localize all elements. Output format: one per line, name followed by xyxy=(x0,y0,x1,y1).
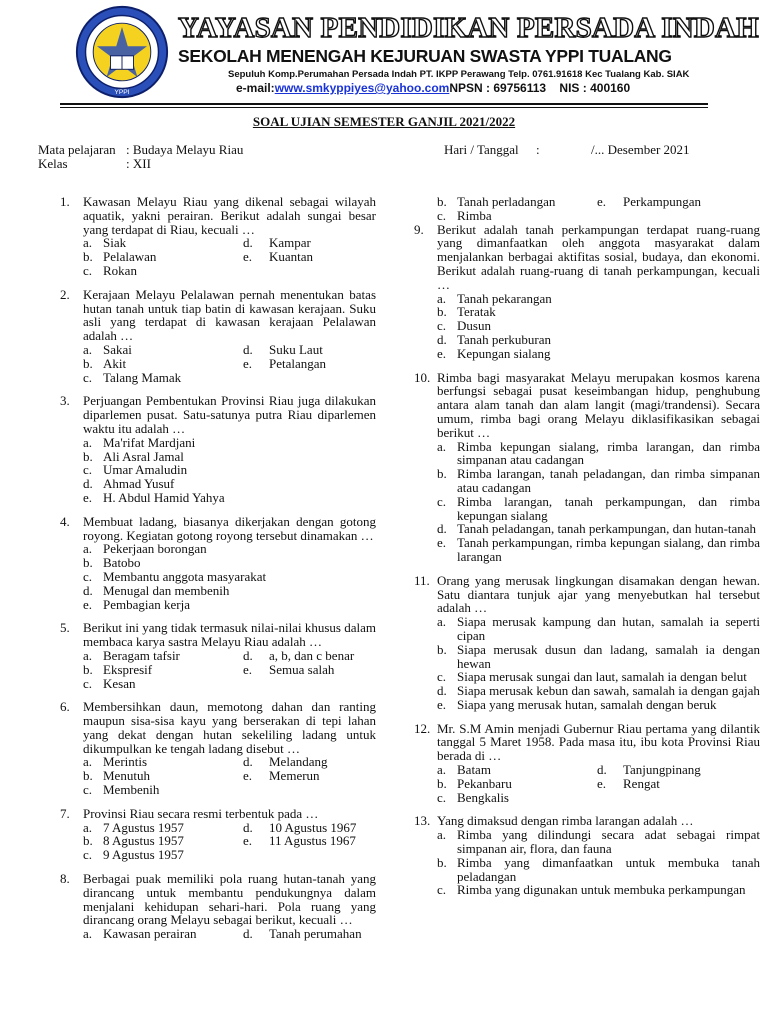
nis: NIS : 400160 xyxy=(559,81,631,95)
question-10 xyxy=(414,371,760,564)
option-letter: c. xyxy=(437,493,447,509)
option-text: Suku Laut xyxy=(269,341,323,357)
option-text: Pekanbaru xyxy=(457,775,512,791)
option-letter: a. xyxy=(437,762,447,778)
question-number: 13. xyxy=(414,813,431,829)
date-value: /... Desember 2021 xyxy=(591,142,690,157)
option-text: Siapa merusak kebun dan sawah, samalah ia dengan gajah xyxy=(457,683,760,699)
option-text: Ma'rifat Mardjani xyxy=(103,434,196,450)
question-8-continued xyxy=(414,195,760,223)
question-number: 11. xyxy=(414,572,430,588)
question-number: 4. xyxy=(60,513,70,529)
option-letter: a. xyxy=(437,290,447,306)
option-text: Pelalawan xyxy=(103,249,157,265)
option-text: a, b, dan c benar xyxy=(269,647,355,663)
question-stem: Kawasan Melayu Riau yang dikenal sebagai wilayah aquatik, yakni perairan. Berikut adalah sungai besar yang terdapat di Riau, kecuali … xyxy=(83,194,376,237)
school-name: SEKOLAH MENENGAH KEJURUAN SWASTA YPPI TUALANG xyxy=(178,46,672,66)
npsn: NPSN : 69756113 xyxy=(449,81,547,95)
question-11 xyxy=(414,574,760,712)
subject-value: : Budaya Melayu Riau xyxy=(126,142,244,157)
option-letter: e. xyxy=(243,249,253,265)
option-letter: d. xyxy=(83,476,93,492)
question-number: 12. xyxy=(414,720,431,736)
option-letter: e. xyxy=(243,355,253,371)
option-text: Beragam tafsir xyxy=(103,647,180,663)
option-text: Tanjungpinang xyxy=(623,762,701,778)
option-text: Membantu anggota masyarakat xyxy=(103,568,267,584)
option-text: Batobo xyxy=(103,555,141,571)
option-text: Rokan xyxy=(103,262,137,278)
question-stem: Provinsi Riau secara resmi terbentuk pada … xyxy=(83,805,319,821)
option-letter: b. xyxy=(83,768,93,784)
option-text: Rimba kepungan sialang, rimba larangan, dan rimba simpanan atau cadangan xyxy=(457,438,760,468)
option-letter: a. xyxy=(83,541,93,557)
question-1 xyxy=(60,195,376,278)
option-text: Pembagian kerja xyxy=(103,596,190,612)
option-letter: c. xyxy=(83,847,93,863)
option-letter: b. xyxy=(437,775,447,791)
option-letter: c. xyxy=(83,782,93,798)
class-label: Kelas xyxy=(38,156,68,171)
option-text: Menutuh xyxy=(103,768,150,784)
option-letter: b. xyxy=(437,194,447,209)
option-text: Tanah perkuburan xyxy=(457,331,552,347)
option-letter: a. xyxy=(437,438,447,454)
option-letter: a. xyxy=(83,819,93,835)
option-letter: a. xyxy=(83,341,93,357)
question-6 xyxy=(60,700,376,797)
option-letter: c. xyxy=(437,318,447,334)
contact-line xyxy=(236,81,630,95)
option-letter: e. xyxy=(83,489,93,505)
option-text: Tanah perumahan xyxy=(269,926,362,942)
option-letter: d. xyxy=(243,341,253,357)
option-text: Rengat xyxy=(623,775,660,791)
option-text: Talang Mamak xyxy=(103,369,182,385)
option-text: Rimba larangan, tanah perkampungan, dan rimba kepungan sialang xyxy=(457,493,760,523)
option-text: Semua salah xyxy=(269,661,335,677)
option-letter: d. xyxy=(437,683,447,699)
question-3 xyxy=(60,394,376,504)
option-text: Perkampungan xyxy=(623,194,701,209)
header-rule-thick xyxy=(60,103,708,105)
left-column xyxy=(60,195,376,941)
option-letter: e. xyxy=(437,696,447,712)
option-letter: d. xyxy=(243,235,253,251)
option-letter: e. xyxy=(243,661,253,677)
question-stem: Mr. S.M Amin menjadi Gubernur Riau pertama yang dilantik tanggal 5 Maret 1958. Pada masa itu, ibu kota Provinsi Riau berada di … xyxy=(437,720,760,764)
option-letter: c. xyxy=(83,262,93,278)
option-letter: c. xyxy=(437,789,447,805)
option-text: 8 Agustus 1957 xyxy=(103,833,184,849)
option-letter: d. xyxy=(83,582,93,598)
option-letter: d. xyxy=(243,819,253,835)
foundation-name: YAYASAN PENDIDIKAN PERSADA INDAH xyxy=(178,12,759,44)
question-2 xyxy=(60,288,376,385)
option-text: Melandang xyxy=(269,754,328,770)
option-text: Merintis xyxy=(103,754,148,770)
option-letter: b. xyxy=(83,833,93,849)
option-letter: e. xyxy=(243,833,253,849)
option-text: Tanah pekarangan xyxy=(457,290,552,306)
question-stem: Rimba bagi masyarakat Melayu merupakan kosmos karena berfungsi sebagai pusat keseimbangan hidup, penghubung antara alam tanah dan alam langit (magi/trandensi). Secara umum, rimba bagi orang Melayu diklasifikasikan sebagai berikut … xyxy=(437,369,760,440)
option-text: Memerun xyxy=(269,768,320,784)
option-letter: e. xyxy=(597,194,607,209)
option-letter: c. xyxy=(83,675,93,691)
option-text: 10 Agustus 1967 xyxy=(269,819,357,835)
option-letter: d. xyxy=(243,647,253,663)
question-stem: Membuat ladang, biasanya dikerjakan dengan gotong royong. Kegiatan gotong royong tersebut dinamakan … xyxy=(83,513,376,543)
option-letter: b. xyxy=(83,661,93,677)
date-colon: : xyxy=(536,142,540,157)
option-letter: a. xyxy=(83,647,93,663)
option-text: Kesan xyxy=(103,675,136,691)
question-8 xyxy=(60,872,376,941)
option-text: Sakai xyxy=(103,341,132,357)
question-5 xyxy=(60,621,376,690)
question-stem: Perjuangan Pembentukan Provinsi Riau juga dilakukan diparlemen pusat. Satu-satunya putra Riau diparlemen waktu itu adalah … xyxy=(83,393,376,436)
question-number: 7. xyxy=(60,805,70,821)
option-text: Batam xyxy=(457,762,491,778)
email-link[interactable]: www.smkyppiyes@yahoo.com xyxy=(274,81,450,95)
question-stem: Berikut ini yang tidak termasuk nilai-nilai khusus dalam membaca karya sastra Melayu Riau adalah … xyxy=(83,620,376,650)
option-letter: b. xyxy=(83,249,93,265)
question-number: 10. xyxy=(414,369,431,385)
option-text: Kampar xyxy=(269,235,311,251)
option-letter: d. xyxy=(243,754,253,770)
question-stem: Berbagai puak memiliki pola ruang hutan-tanah yang dirancang untuk membantu pendukungnya dalam menjalani kehidupan sehari-hari. Pola ruang yang dirancang orang Melayu sebagai berikut, kecuali … xyxy=(83,871,376,928)
option-letter: d. xyxy=(437,331,447,347)
option-text: Siapa yang merusak hutan, samalah dengan beruk xyxy=(457,696,717,712)
option-text: Tanah perladangan xyxy=(457,194,556,209)
option-text: Siapa merusak sungai dan laut, samalah ia dengan belut xyxy=(457,669,747,685)
question-4 xyxy=(60,515,376,612)
option-text: Siapa merusak dusun dan ladang, samalah ia dengan hewan xyxy=(457,641,760,671)
option-text: Siak xyxy=(103,235,127,251)
option-letter: e. xyxy=(243,768,253,784)
option-letter: d. xyxy=(243,926,253,942)
option-letter: a. xyxy=(437,827,447,843)
question-stem: Membersihkan daun, memotong dahan dan ranting maupun sisa-sisa kayu yang berserakan di tepi lahan yang dekat dengan hutan sekeliling ladang untuk dikumpulkan ke tengah ladang disebut … xyxy=(83,699,376,756)
option-letter: a. xyxy=(437,614,447,630)
email-label: e-mail: xyxy=(236,81,275,95)
option-letter: b. xyxy=(83,355,93,371)
question-number: 5. xyxy=(60,620,70,636)
exam-title: SOAL UJIAN SEMESTER GANJIL 2021/2022 xyxy=(252,114,516,129)
question-9 xyxy=(414,223,760,361)
option-text: Pekerjaan borongan xyxy=(103,541,207,557)
option-letter: e. xyxy=(437,345,447,361)
school-logo xyxy=(74,4,170,100)
question-13 xyxy=(414,814,760,897)
option-letter: c. xyxy=(83,369,93,385)
option-text: Rimba yang dimanfaatkan untuk membuka tanah peladangan xyxy=(457,854,760,884)
header-rule-thin xyxy=(60,107,708,108)
option-text: Akit xyxy=(103,355,127,371)
question-stem: Orang yang merusak lingkungan disamakan dengan hewan. Satu diantara tunjuk ajar yang menyebutkan hal tersebut adalah … xyxy=(437,572,760,616)
question-number: 3. xyxy=(60,393,70,409)
option-text: Teratak xyxy=(457,304,496,320)
school-address: Sepuluh Komp.Perumahan Persada Indah PT. IKPP Perawang Telp. 0761.91618 Kec Tualang Kab. SIAK xyxy=(228,69,690,80)
option-text: Rimba larangan, tanah peladangan, dan rimba simpanan atau cadangan xyxy=(457,466,760,495)
class-value: : XII xyxy=(126,156,151,171)
option-text: Kuantan xyxy=(269,249,314,265)
option-letter: b. xyxy=(437,304,447,320)
option-text: 9 Agustus 1957 xyxy=(103,847,184,863)
option-letter: c. xyxy=(437,882,447,898)
option-text: 11 Agustus 1967 xyxy=(269,833,356,849)
option-letter: c. xyxy=(437,207,447,223)
option-letter: a. xyxy=(83,926,93,942)
option-letter: e. xyxy=(597,775,607,791)
option-letter: e. xyxy=(437,535,447,551)
logo-text: YPPI xyxy=(114,89,130,97)
option-text: Petalangan xyxy=(269,355,327,371)
subject-label: Mata pelajaran xyxy=(38,142,116,157)
question-number: 6. xyxy=(60,699,70,715)
option-letter: b. xyxy=(83,448,93,464)
option-letter: b. xyxy=(83,555,93,571)
question-stem: Berikut adalah tanah perkampungan terdapat ruang-ruang yang dimanfaatkan oleh anggota masyarakat dalam menjalankan berbagai aktifitas sosial, budaya, dan ekonomi. Berikut adalah ruang-ruang di tanah perkampungan, kecuali … xyxy=(437,221,760,292)
option-text: Rimba yang dilindungi secara adat sebagai rimpat simpanan air, flora, dan fauna xyxy=(457,827,760,857)
option-letter: a. xyxy=(83,235,93,251)
option-letter: d. xyxy=(597,762,607,778)
question-number: 9. xyxy=(414,221,424,237)
option-text: 7 Agustus 1957 xyxy=(103,819,184,835)
option-letter: c. xyxy=(437,669,447,685)
option-letter: d. xyxy=(437,521,447,537)
option-letter: a. xyxy=(83,434,93,450)
option-text: Ekspresif xyxy=(103,661,153,677)
option-text: Bengkalis xyxy=(457,789,509,805)
option-text: Umar Amaludin xyxy=(103,462,188,478)
option-text: Membenih xyxy=(103,782,160,798)
question-number: 1. xyxy=(60,194,70,209)
option-letter: a. xyxy=(83,754,93,770)
option-letter: b. xyxy=(437,641,447,657)
option-text: H. Abdul Hamid Yahya xyxy=(103,489,225,505)
option-text: Tanah perkampungan, rimba kepungan sialang, dan rimba larangan xyxy=(457,535,760,564)
date-label: Hari / Tanggal xyxy=(444,142,519,157)
option-letter: b. xyxy=(437,854,447,870)
option-text: Tanah peladangan, tanah perkampungan, dan hutan-tanah xyxy=(457,521,757,537)
question-stem: Kerajaan Melayu Pelalawan pernah menentukan batas hutan tanah untuk tiap batin di kawasan kerajaan. Suku asli yang terdapat di kawasan kerajaan Pelalawan adalah … xyxy=(83,286,376,344)
option-text: Kawasan perairan xyxy=(103,926,197,942)
option-text: Kepungan sialang xyxy=(457,345,551,361)
option-letter: e. xyxy=(83,596,93,612)
option-text: Siapa merusak kampung dan hutan, samalah ia seperti cipan xyxy=(457,614,760,643)
option-letter: c. xyxy=(83,568,93,584)
option-text: Rimba yang digunakan untuk membuka perkampungan xyxy=(457,882,746,898)
option-text: Ali Asral Jamal xyxy=(103,448,184,464)
option-letter: b. xyxy=(437,466,447,482)
question-stem: Yang dimaksud dengan rimba larangan adalah … xyxy=(437,813,694,829)
question-7 xyxy=(60,807,376,862)
question-12 xyxy=(414,722,760,805)
option-text: Dusun xyxy=(457,318,491,334)
question-number: 2. xyxy=(60,286,70,302)
option-letter: c. xyxy=(83,462,93,478)
option-text: Ahmad Yusuf xyxy=(103,476,175,492)
right-column xyxy=(414,195,760,897)
option-text: Menugal dan membenih xyxy=(103,582,230,598)
option-text: Rimba xyxy=(457,207,492,223)
question-number: 8. xyxy=(60,871,70,887)
